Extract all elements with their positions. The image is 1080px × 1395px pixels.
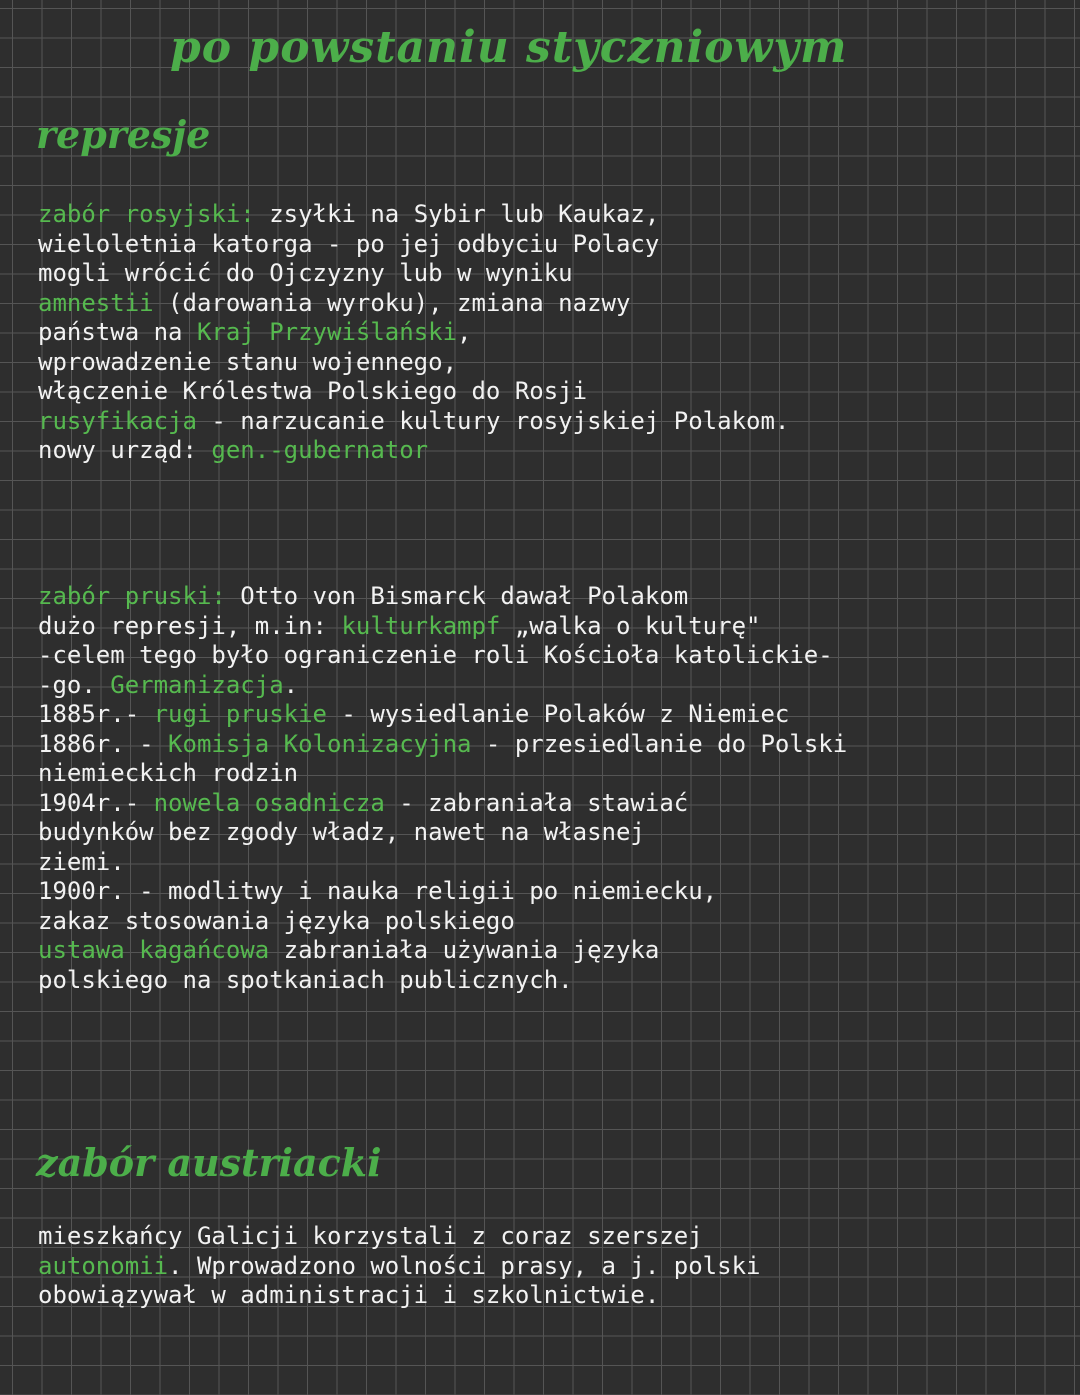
term-autonomia: autonomii xyxy=(38,1251,169,1280)
term-rugi-pruskie: rugi pruskie xyxy=(153,700,327,728)
text-fragment: - narzucanie kultury rosyjskiej Polakom. xyxy=(196,406,790,435)
text-fragment: . Wprowadzono wolności prasy, a j. polski xyxy=(168,1251,761,1280)
term-germanizacja: Germanizacja xyxy=(110,670,284,699)
term-zabor-pruski: zabór pruski: xyxy=(38,582,226,610)
term-gen-gubernator: gen.-gubernator xyxy=(211,436,429,464)
text-line: niemieckich rodzin xyxy=(38,759,299,787)
text-fragment: (darowania wyroku), zmiana nazwy xyxy=(153,288,631,317)
text-line xyxy=(38,436,1058,466)
text-line xyxy=(38,407,1058,437)
text-line xyxy=(38,612,1058,642)
text-fragment: państwa na xyxy=(38,318,197,346)
text-line xyxy=(38,200,1058,230)
text-line xyxy=(38,318,1058,348)
text-line xyxy=(38,700,1058,730)
term-rusyfikacja: rusyfikacja xyxy=(38,406,197,435)
text-line: zakaz stosowania języka polskiego xyxy=(38,906,515,935)
text-line xyxy=(38,582,1058,612)
term-kulturkampf: kulturkampf xyxy=(341,611,501,640)
text-line: ziemi. xyxy=(38,847,125,876)
text-fragment: 1885r.- xyxy=(38,700,154,728)
term-kraj-przywislanski: Kraj Przywiślański xyxy=(196,318,458,346)
text-fragment: Otto von Bismarck dawał Polakom xyxy=(225,582,689,610)
text-fragment: dużo represji, m.in: xyxy=(38,611,342,640)
text-fragment: zabraniała używania języka xyxy=(269,936,660,964)
text-fragment: , xyxy=(457,318,472,346)
text-line: mieszkańcy Galicji korzystali z coraz szerszej xyxy=(38,1222,703,1250)
text-fragment: zsyłki na Sybir lub Kaukaz, xyxy=(254,200,660,228)
text-line: włączenie Królestwa Polskiego do Rosji xyxy=(38,377,588,405)
text-line xyxy=(38,936,1058,966)
term-amnestia: amnestii xyxy=(38,288,154,317)
text-line: 1900r. - modlitwy i nauka religii po niemiecku, xyxy=(38,877,718,905)
text-fragment: - przesiedlanie do Polski xyxy=(471,729,848,758)
paragraph-zabor-austriacki xyxy=(38,1222,1058,1311)
text-line: budynków bez zgody władz, nawet na własnej xyxy=(38,818,645,846)
term-nowela-osadnicza: nowela osadnicza xyxy=(153,788,385,817)
text-line: mogli wrócić do Ojczyzny lub w wyniku xyxy=(38,259,573,287)
text-line: -celem tego było ograniczenie roli Kościoła katolickie- xyxy=(38,641,833,669)
text-line xyxy=(38,1252,1058,1282)
heading-zabor-austriacki: zabór austriacki xyxy=(36,1140,382,1185)
heading-represje: represje xyxy=(36,112,211,157)
text-line xyxy=(38,289,1058,319)
paragraph-zabor-rosyjski xyxy=(38,200,1058,466)
text-line: wprowadzenie stanu wojennego, xyxy=(38,347,458,376)
text-fragment: „walka o kulturę" xyxy=(500,611,761,640)
term-zabor-rosyjski: zabór rosyjski: xyxy=(38,200,255,228)
term-komisja-kolonizacyjna: Komisja Kolonizacyjna xyxy=(168,729,472,758)
text-fragment: 1886r. - xyxy=(38,729,169,758)
text-line xyxy=(38,789,1058,819)
text-line: wieloletnia katorga - po jej odbyciu Polacy xyxy=(38,229,660,258)
text-line xyxy=(38,730,1058,760)
text-fragment: . xyxy=(283,670,299,699)
text-fragment: - wysiedlanie Polaków z Niemiec xyxy=(326,700,790,728)
text-line: polskiego na spotkaniach publicznych. xyxy=(38,965,573,994)
text-fragment: 1904r.- xyxy=(38,788,154,817)
text-fragment: nowy urząd: xyxy=(38,436,212,464)
page-title: po powstaniu styczniowym xyxy=(170,22,848,73)
text-line xyxy=(38,671,1058,701)
text-line: obowiązywał w administracji i szkolnictwie. xyxy=(38,1281,660,1309)
text-fragment: - zabraniała stawiać xyxy=(384,788,689,817)
paragraph-zabor-pruski xyxy=(38,582,1058,995)
text-fragment: -go. xyxy=(38,670,111,699)
term-ustawa-kaganncowa: ustawa kagańcowa xyxy=(38,936,270,964)
